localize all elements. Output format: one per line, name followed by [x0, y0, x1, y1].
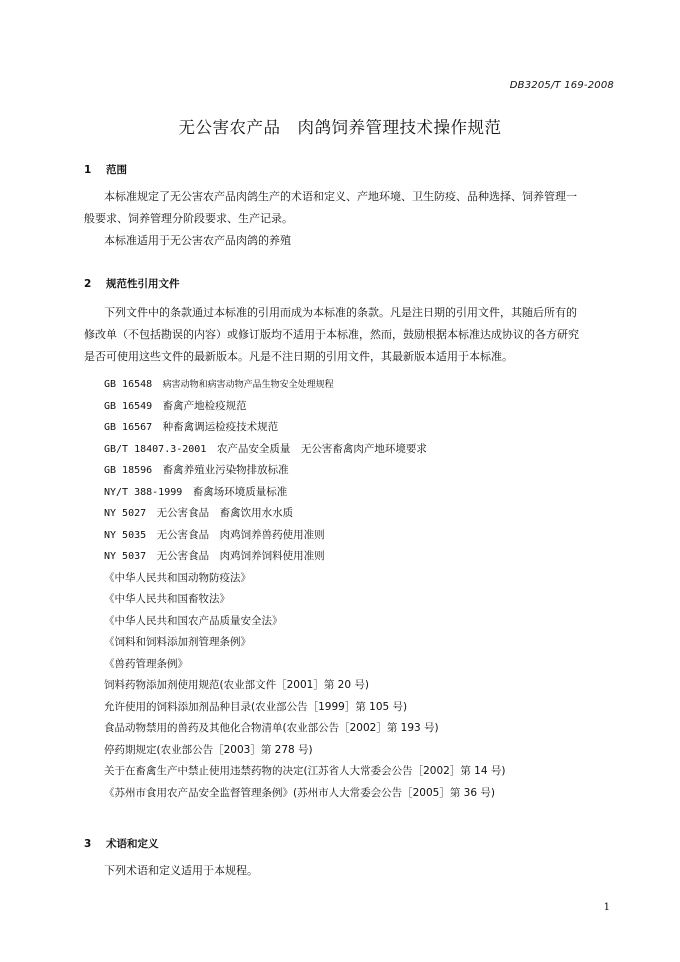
terms-paragraph — [84, 860, 620, 882]
reference-title: 畜禽养殖业污染物排放标准 — [162, 464, 289, 476]
reference-item — [104, 783, 624, 805]
section-number: 2 — [84, 278, 92, 290]
reference-item — [104, 675, 624, 697]
reference-code: NY 5035 — [104, 529, 147, 541]
reference-item — [104, 632, 624, 654]
reference-code: GB 18596 — [104, 465, 153, 476]
reference-title: 无公害食品 畜禽饮用水水质 — [156, 507, 294, 519]
reference-title: 《中华人民共和国动物防疫法》 — [104, 571, 251, 584]
references-intro-paragraph — [84, 302, 620, 368]
reference-title: 《兽药管理条例》 — [104, 657, 188, 670]
reference-title: 允许使用的饲料添加剂品种目录(农业部公告［1999］第 105 号) — [104, 700, 408, 713]
reference-title: 《中华人民共和国农产品质量安全法》 — [104, 614, 283, 627]
reference-title: 畜禽场环境质量标准 — [192, 485, 288, 498]
reference-item — [104, 374, 624, 396]
reference-title: 饲料药物添加剂使用规范(农业部文件［2001］第 20 号) — [104, 679, 369, 691]
page-number: 1 — [603, 902, 610, 913]
reference-code: NY 5027 — [104, 508, 147, 519]
reference-title: 食品动物禁用的兽药及其他化合物清单(农业部公告［2002］第 193 号) — [104, 722, 439, 734]
reference-item — [104, 525, 624, 547]
section-heading-scope — [84, 162, 127, 177]
paragraph-line: 下列术语和定义适用于本规程。 — [104, 864, 258, 877]
paragraph-line: 是否可使用这些文件的最新版本。凡是不注日期的引用文件，其最新版本适用于本标准。 — [84, 350, 513, 363]
reference-title: 畜禽产地检疫规范 — [162, 399, 247, 412]
reference-code: GB 16548 — [104, 379, 153, 390]
reference-item — [104, 654, 624, 676]
reference-code: NY/T 388-1999 — [104, 486, 183, 498]
reference-title: 《中华人民共和国畜牧法》 — [104, 593, 230, 605]
reference-item — [104, 718, 624, 740]
section-title: 术语和定义 — [106, 838, 159, 850]
reference-title: 无公害食品 肉鸡饲养饲料使用准则 — [156, 550, 325, 562]
reference-item — [104, 546, 624, 568]
reference-code: NY 5037 — [104, 551, 147, 562]
section-number: 3 — [84, 838, 92, 850]
paragraph-line: 修改单（不包括勘误的内容）或修订版均不适用于本标准，然而，鼓励根据本标准达成协议的各方研究 — [84, 328, 579, 341]
section-heading-normative-references — [84, 276, 180, 291]
reference-item — [104, 460, 624, 482]
paragraph-line: 下列文件中的条款通过本标准的引用而成为本标准的条款。凡是注日期的引用文件，其随后所有的 — [104, 306, 577, 319]
reference-title: 关于在畜禽生产中禁止使用违禁药物的决定(江苏省人大常委会公告［2002］第 14 号) — [104, 765, 506, 777]
section-title: 规范性引用文件 — [106, 278, 180, 290]
standard-code: DB3205/T 169-2008 — [509, 80, 614, 91]
reference-item — [104, 697, 624, 719]
reference-item — [104, 761, 624, 783]
reference-title: 停药期规定(农业部公告［2003］第 278 号) — [104, 743, 313, 756]
reference-item — [104, 589, 624, 611]
document-title: 无公害农产品 肉鸽饲养管理技术操作规范 — [178, 118, 502, 137]
reference-item — [104, 740, 624, 762]
reference-title: 《苏州市食用农产品安全监督管理条例》(苏州市人大常委会公告［2005］第 36 号) — [104, 786, 495, 799]
reference-code: GB 16567 — [104, 422, 153, 433]
reference-item — [104, 417, 624, 439]
reference-item — [104, 611, 624, 633]
scope-paragraph-2 — [84, 230, 620, 252]
reference-item — [104, 396, 624, 418]
reference-item — [104, 439, 624, 461]
reference-title: 种畜禽调运检疫技术规范 — [162, 421, 279, 433]
reference-list — [104, 374, 624, 804]
paragraph-line: 本标准适用于无公害农产品肉鸽的养殖 — [104, 234, 291, 247]
reference-title: 病害动物和病害动物产品生物安全处理规程 — [162, 380, 334, 390]
reference-code: GB 16549 — [104, 400, 153, 412]
section-number: 1 — [84, 164, 92, 176]
reference-title: 《饲料和饲料添加剂管理条例》 — [104, 636, 251, 648]
reference-item — [104, 503, 624, 525]
reference-code: GB/T 18407.3-2001 — [104, 443, 207, 455]
section-title: 范围 — [106, 164, 127, 176]
reference-title: 农产品安全质量 无公害畜禽肉产地环境要求 — [216, 442, 427, 455]
scope-paragraph-1 — [84, 186, 620, 230]
paragraph-line: 般要求、饲养管理分阶段要求、生产记录。 — [84, 212, 293, 225]
paragraph-line: 本标准规定了无公害农产品肉鸽生产的术语和定义、产地环境、卫生防疫、品种选择、饲养管理一 — [104, 190, 577, 203]
reference-title: 无公害食品 肉鸡饲养兽药使用准则 — [156, 528, 325, 541]
reference-item — [104, 482, 624, 504]
reference-item — [104, 568, 624, 590]
section-heading-terms — [84, 836, 159, 851]
